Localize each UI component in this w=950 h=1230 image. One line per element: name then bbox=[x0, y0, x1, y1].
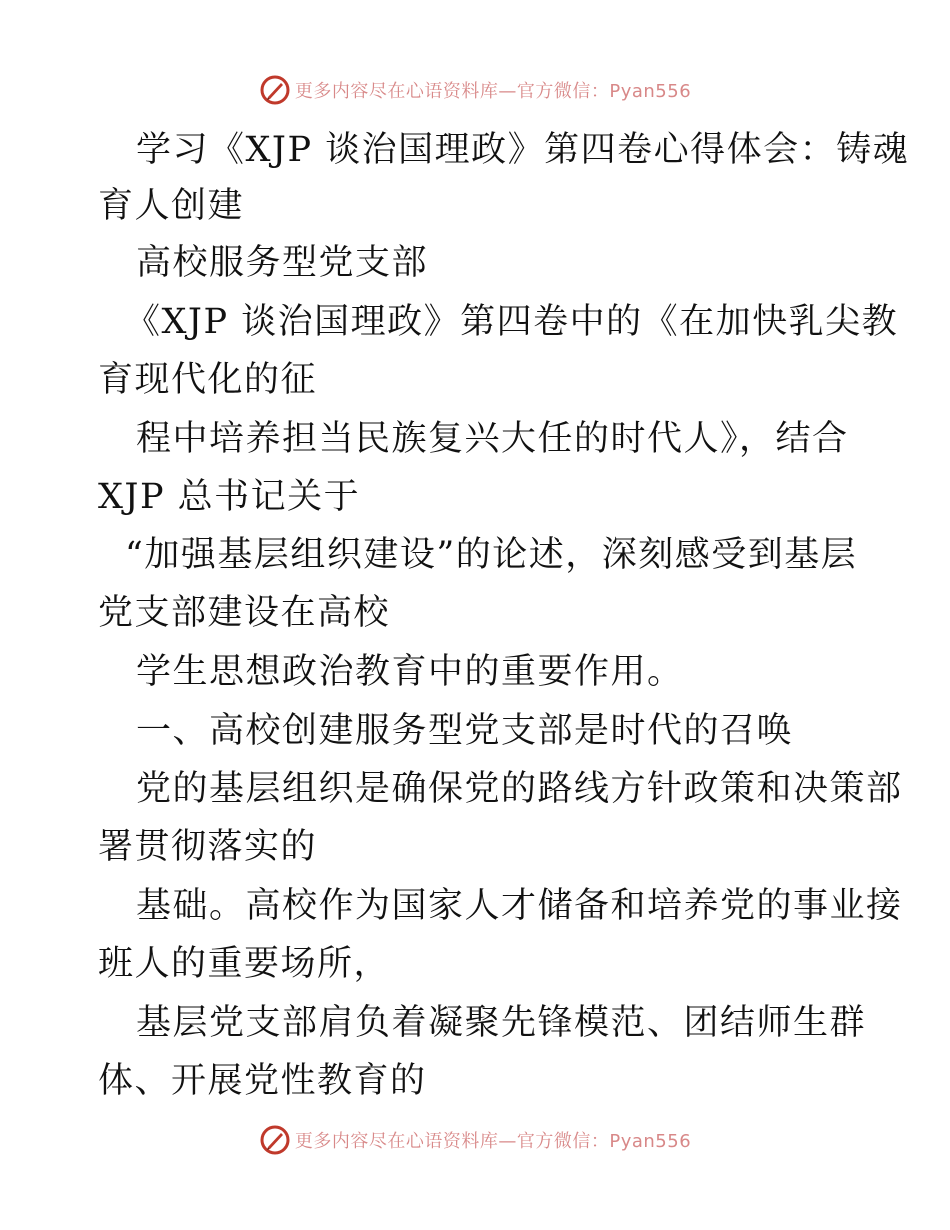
text-line: 学习《XJP 谈治国理政》第四卷心得体会：铸魂 bbox=[136, 130, 910, 170]
header-watermark-text: 更多内容尽在心语资料库—官方微信：Pyan556 bbox=[294, 81, 692, 102]
header-watermark-banner bbox=[0, 70, 950, 110]
text-line: 基础。高校作为国家人才储备和培养党的事业接 bbox=[136, 886, 903, 926]
text-line: 学生思想政治教育中的重要作用。 bbox=[136, 652, 684, 692]
footer-watermark-banner bbox=[0, 1120, 950, 1160]
text-line: 党的基层组织是确保党的路线方针政策和决策部 bbox=[136, 769, 903, 809]
text-line: 班人的重要场所， bbox=[98, 944, 391, 984]
section-heading: 一、高校创建服务型党支部是时代的召唤 bbox=[136, 711, 794, 751]
text-line: 体、开展党性教育的 bbox=[98, 1061, 427, 1101]
text-line: 基层党支部肩负着凝聚先锋模范、团结师生群 bbox=[136, 1003, 867, 1043]
text-line: 育现代化的征 bbox=[98, 360, 318, 400]
text-line: “加强基层组织建设”的论述，深刻感受到基层 bbox=[125, 535, 858, 575]
text-line: 署贯彻落实的 bbox=[98, 827, 318, 867]
footer-watermark-text: 更多内容尽在心语资料库—官方微信：Pyan556 bbox=[294, 1131, 692, 1152]
text-line: 高校服务型党支部 bbox=[136, 243, 429, 283]
pen-logo-icon bbox=[259, 1124, 291, 1156]
text-line: 《XJP 谈治国理政》第四卷中的《在加快乳尖教 bbox=[125, 302, 899, 342]
text-line: 党支部建设在高校 bbox=[98, 593, 391, 633]
text-line: XJP 总书记关于 bbox=[98, 477, 361, 517]
text-line: 育人创建 bbox=[98, 186, 245, 226]
pen-logo-icon bbox=[259, 74, 291, 106]
text-line: 程中培养担当民族复兴大任的时代人》，结合 bbox=[136, 419, 849, 459]
